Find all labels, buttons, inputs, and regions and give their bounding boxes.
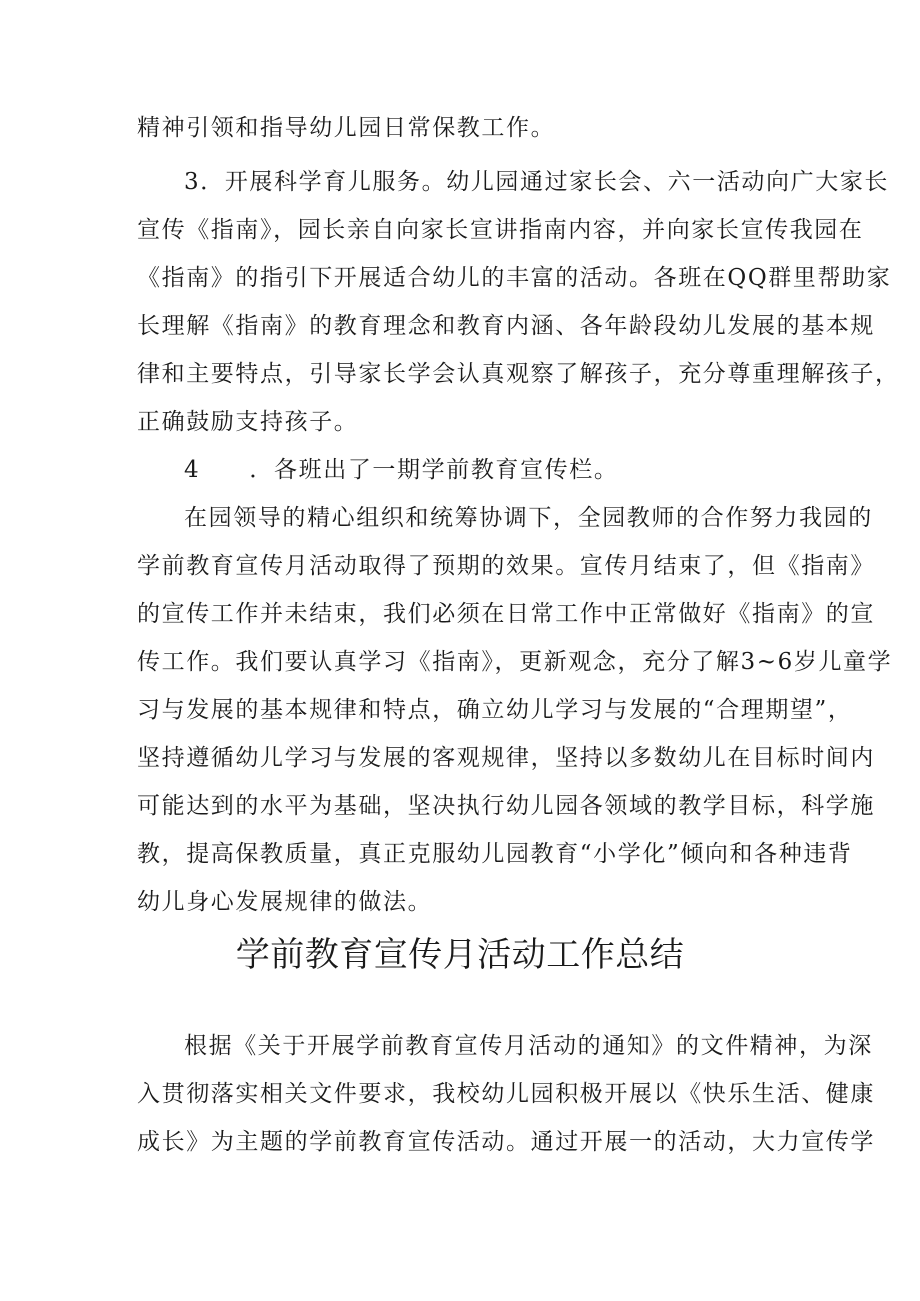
text-line: 的宣传工作并未结束，我们必须在日常工作中正常做好《指南》的宣: [137, 601, 875, 627]
text-line: 《指南》的指引下开展适合幼儿的丰富的活动。各班在QQ群里帮助家: [137, 265, 892, 291]
text-line: 正确鼓励支持孩子。: [137, 409, 359, 435]
text-line: 成长》为主题的学前教育宣传活动。通过开展一的活动，大力宣传学: [137, 1129, 875, 1155]
text-line: 在园领导的精心组织和统筹协调下，全园教师的合作努力我园的: [184, 505, 873, 531]
text-line: 3．开展科学育儿服务。幼儿园通过家长会、六一活动向广大家长: [184, 169, 890, 195]
text-line: 可能达到的水平为基础，坚决执行幼儿园各领域的教学目标，科学施: [137, 793, 875, 819]
text-line: 精神引领和指导幼儿园日常保教工作。: [137, 115, 556, 141]
text-line: 幼儿身心发展规律的做法。: [137, 889, 433, 915]
text-line: 坚持遵循幼儿学习与发展的客观规律，坚持以多数幼儿在目标时间内: [137, 745, 875, 771]
text-line: 宣传《指南》，园长亲自向家长宣讲指南内容，并向家长宣传我园在: [137, 217, 864, 243]
text-line: 根据《关于开展学前教育宣传月活动的通知》的文件精神，为深: [184, 1033, 873, 1059]
text-line: 入贯彻落实相关文件要求，我校幼儿园积极开展以《快乐生活、健康: [137, 1081, 875, 1107]
document-title: 学前教育宣传月活动工作总结: [235, 935, 685, 975]
text-line: 律和主要特点，引导家长学会认真观察了解孩子，充分尊重理解孩子，: [137, 361, 900, 387]
text-line: 长理解《指南》的教育理念和教育内涵、各年龄段幼儿发展的基本规: [137, 313, 875, 339]
text-line: 学前教育宣传月活动取得了预期的效果。宣传月结束了，但《指南》: [137, 553, 875, 579]
text-line: 传工作。我们要认真学习《指南》，更新观念，充分了解3~6岁儿童学: [137, 649, 893, 675]
text-line: 4 ．各班出了一期学前教育宣传栏。: [184, 457, 619, 483]
text-line: 教，提高保教质量，真正克服幼儿园教育“小学化”倾向和各种违背: [137, 841, 853, 867]
text-line: 习与发展的基本规律和特点，确立幼儿学习与发展的“合理期望”，: [137, 697, 853, 723]
